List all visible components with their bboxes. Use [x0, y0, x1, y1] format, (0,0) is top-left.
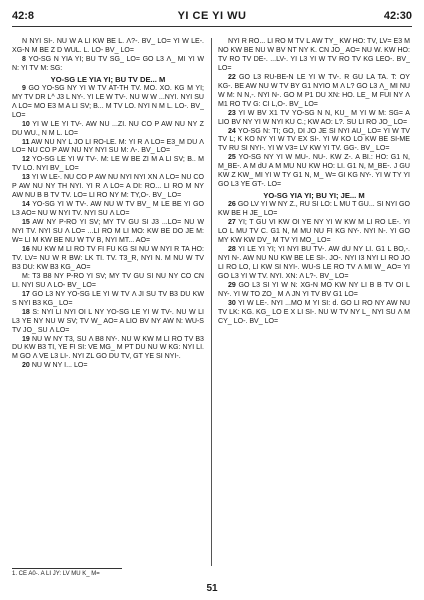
verse-paragraph	[12, 174, 204, 201]
verse-paragraph	[12, 362, 204, 371]
verse-text: M: T3 B8 NY P-RO YI SV; MY TV GU SI NU NY CO CN LI. NYI SU Λ LO- BV_ LO=	[12, 272, 204, 289]
verse-number: 25	[228, 154, 236, 162]
verse-text: YO-SG N YIA YI; BU TV SG_ LO= GO L3 Λ_ MI YI W N: YI TV M: SG:	[12, 55, 204, 72]
verse-number: 23	[228, 109, 236, 117]
verse-number: 26	[228, 201, 236, 209]
verse-paragraph	[218, 74, 410, 110]
verse-number: 10	[22, 120, 30, 128]
verse-paragraph	[12, 309, 204, 336]
verse-paragraph	[218, 300, 410, 327]
verse-paragraph	[218, 219, 410, 246]
verse-text: YI; T GU VI KW OI YE NY YI W KW M LI RO LE-. YI LO L MU TV C. G1 N, M MU NU FI KG NY-. NYI N-. YI GO MY KW KW DV_ M TV YI MO_ LO=	[218, 219, 410, 245]
verse-text: GO YO-SG NY YI W TV AT-TH TV. MO. XO. KG M YI; MY TV DR L^ J3 L NY-. YI LE W TV-. NU W W ...NYI. NYI SU Λ LO= MO E3 M A LI SV; B... M TV LO. NYI N M L. LO-. BV_ LO=	[12, 84, 204, 119]
verse-paragraph	[12, 219, 204, 246]
header-book-title: YI CE YI WU	[177, 10, 247, 22]
verse-text: AW NY P-RO YI SV; MY TV GU SI J3 ...LO= NU W NYI TV. NYI SU Λ LO= ...LI RO M LI MO: KW BE DO JE M: W= LI M KW BE NU W TV B, NYI MT... AO=	[12, 219, 204, 245]
verse-text: YO-SG LE YI W TV-. M: LE W BE ZI M A LI SV; B.. M TV LO. NYI BV_ LO=	[12, 156, 204, 173]
two-column-body	[12, 38, 412, 566]
verse-text: NYI R RO... LI RO M TV L AW TY_ KW HO: TV, LV= E3 M NO KW BE NU W BV NT NY K. CN JO_ AO= NU W. KW HO: TV RO TV DE-. ...LV-. YI L3 YI W TV RO TV KG LEO-. BV_ LO=	[218, 38, 410, 72]
verse-number: 11	[22, 138, 30, 146]
verse-number: 30	[228, 299, 236, 307]
verse-paragraph	[218, 282, 410, 300]
verse-number: 12	[22, 156, 30, 164]
verse-paragraph	[12, 56, 204, 74]
verse-text: GO L3 SI YI W N: XG-N MO KW NY LI B B TV OI L NY-. YI W TO ZO_ M Λ JN YI TV BV G1 LO=	[218, 281, 410, 298]
verse-text: NU KW M LI RO TV FI FU KG SI NU W NYI R TA HO: TV. LV= NU W R BW: LK TI. TV. T3_R, NYI N. M NU W TV B3 DU: KW B3 KG_ AO=	[12, 245, 204, 271]
verse-paragraph	[12, 156, 204, 174]
verse-number: 13	[22, 174, 30, 182]
verse-paragraph	[218, 201, 410, 219]
verse-paragraph	[218, 128, 410, 155]
verse-paragraph	[12, 121, 204, 139]
section-heading: YO-SG YIA YI; BU YI; JE... M	[263, 191, 365, 201]
verse-text: NU W NY T3, SU Λ B8 NY-. NU W KW M LI RO TV B3 DU KW B3 TI, YE FI SI: VE MG_ M PT DU NU W KG: NYI LI. M GO Λ VE L3 LI-. NYI ZL GO DU TV, GT YE SI NYI-.	[12, 335, 204, 361]
verse-text: YI W LE-. NYI ...MO M YI SI: d. GO LI RO NY AW NU TV LK: KG. KG_ LO E X LI SI-. NU W TV NY L_ NYI SU Λ M CY_ LO-. BV_ LO=	[218, 299, 410, 325]
verse-paragraph	[218, 38, 410, 74]
verse-number: 28	[228, 245, 236, 253]
verse-number: 16	[22, 245, 30, 253]
verse-paragraph	[218, 110, 410, 128]
verse-text: NU W NY I... LO=	[31, 362, 88, 370]
verse-paragraph	[218, 154, 410, 190]
verse-text: YO-SG N: TI; GO, DI JO JE SI NYI AU_ LO= YI W TV TV L; K KO NY YI W TV EX SI-. YI W KO LO KW BE SI-ME TV RU SI NYI-. YI W V3= LV KW YI TV. GG-. BV_ LO=	[218, 127, 410, 153]
verse-number: 9	[22, 84, 26, 92]
verse-text: GO LV YI W NY Z., RU SI LO: L MU T GU... SI NYI GO KW BE H JE_ LO=	[218, 201, 410, 218]
footnote-rule	[12, 568, 122, 569]
footnote: 1. CE A0-. A LI JY: LV MU K_ M=	[12, 571, 100, 577]
verse-text: YO-SG NY YI W MU-. NU-. KW Z-. A BI.: HO: G1 N, M_BE-. A M dU A M MU NU KW HO: LI. G1 N, M_BE-. J GU KW Z KW_ MI YI W TY G1 N, M_ W= GI KG NY-. YI W TY YI GO L3 YE GT-. LO=	[218, 154, 410, 189]
verse-text: YI LE YI YI; YI NYI BU TV-. AW dU NY LI. G1 L BO,-. NYI N-. AW NU NU KW BE LE SI-. JO-. NYI I3 NYI LI RO JO LI RO LO, LI KW SI NYI-. WU-S LE RO TV Λ MI W_ AO= YI GO L3 YI W TV. NYI. XN: Λ L?-. BV_ LO=	[218, 245, 410, 280]
header-left-reference: 42:8	[12, 10, 35, 22]
verse-number: 19	[22, 335, 30, 343]
right-column	[218, 38, 410, 566]
verse-paragraph	[12, 139, 204, 157]
verse-paragraph	[12, 273, 204, 291]
verse-number: 29	[228, 281, 236, 289]
verse-text: YO-SG YI W TV-. AW NU W TV BV_ M LE BE YI GO L3 AO= NU W NYI TV. NYI SU Λ LO=	[12, 201, 204, 218]
page-number: 51	[206, 583, 218, 594]
verse-number: 15	[22, 219, 30, 227]
header-rule-top	[12, 26, 412, 27]
column-divider	[211, 38, 212, 566]
verse-number: 20	[22, 362, 30, 370]
section-heading: YO-SG LE YIA YI; BU TV DE... M	[50, 74, 166, 84]
verse-text: N NYI SI-. NU W A LI KW BE L. Λ?-. BV_ LO= YI W LE-. XG-N M BE Z D WUL. L. LO- BV_ LO=	[12, 38, 204, 54]
verse-paragraph	[12, 291, 204, 309]
verse-number: 22	[228, 73, 236, 81]
verse-text: AW NU NY L JO LI RO-LE. M: YI R Λ LO= E3_M DU Λ LO= NU CO P AW NU NY NYI SU M: Λ-. BV_ LO=	[12, 138, 204, 155]
verse-number: 17	[22, 290, 30, 298]
verse-text: GO L3 RU-BE-N LE YI W TV-. R GU LA TA. T: OY KG-. BE AW NU W TV BY G1 NYIO M Λ L? GO L3 Λ_ MI NU W M: N N,-. NYI N-. GO M P1 DU XN: HO. LE_ M FUI NY Λ M1 RO TV G: CI L,O-. BV_ LO=	[218, 73, 410, 108]
verse-paragraph	[12, 246, 204, 273]
verse-number: 27	[228, 219, 236, 227]
verse-paragraph	[218, 246, 410, 282]
verse-text: YI W LE-. NU CO P AW NU NYI NYI XN Λ LO= NU CO P AW NU NY TH NYI. YI R Λ LO= A DI: RO... LI RO M NY AW NU B B TV TV. LO= LI RO NY M: TY,O-. BV_ LO=	[12, 174, 204, 200]
verse-paragraph	[12, 85, 204, 121]
running-header	[12, 10, 412, 26]
verse-text: YI W BV X1 TV YO-SG N N, KU_ M YI W M: SG= A LIO BV NY YI W NYI KU C.; KW AO: L?. SU LI RO JO_ LO=	[218, 109, 410, 126]
verse-paragraph	[12, 201, 204, 219]
verse-number: 14	[22, 201, 30, 209]
verse-text: S: NYI LI NYI OI L NY YO-SG LE YI W TV-. NU W LI L3 YE NY NU W SV; TV W_ AO= A LIO BV NY AW N: WU-S TV JO_ SU Λ LO=	[12, 308, 204, 334]
verse-paragraph	[12, 336, 204, 363]
verse-number: 8	[22, 55, 26, 63]
verse-paragraph	[12, 38, 204, 56]
verse-text: YI W LE YI TV-. AW NU ...ZI. NU CO P AW NU NY Z DU WU., N M L. LO=	[12, 120, 204, 137]
verse-number: 18	[22, 308, 30, 316]
left-column	[12, 38, 204, 566]
verse-number: 24	[228, 127, 236, 135]
header-right-reference: 42:30	[383, 10, 412, 22]
verse-text: GO L3 NY YO-SG LE YI W TV Λ JI SU TV B3 DU KW S NYI B3 KG_ LO=	[12, 290, 204, 307]
